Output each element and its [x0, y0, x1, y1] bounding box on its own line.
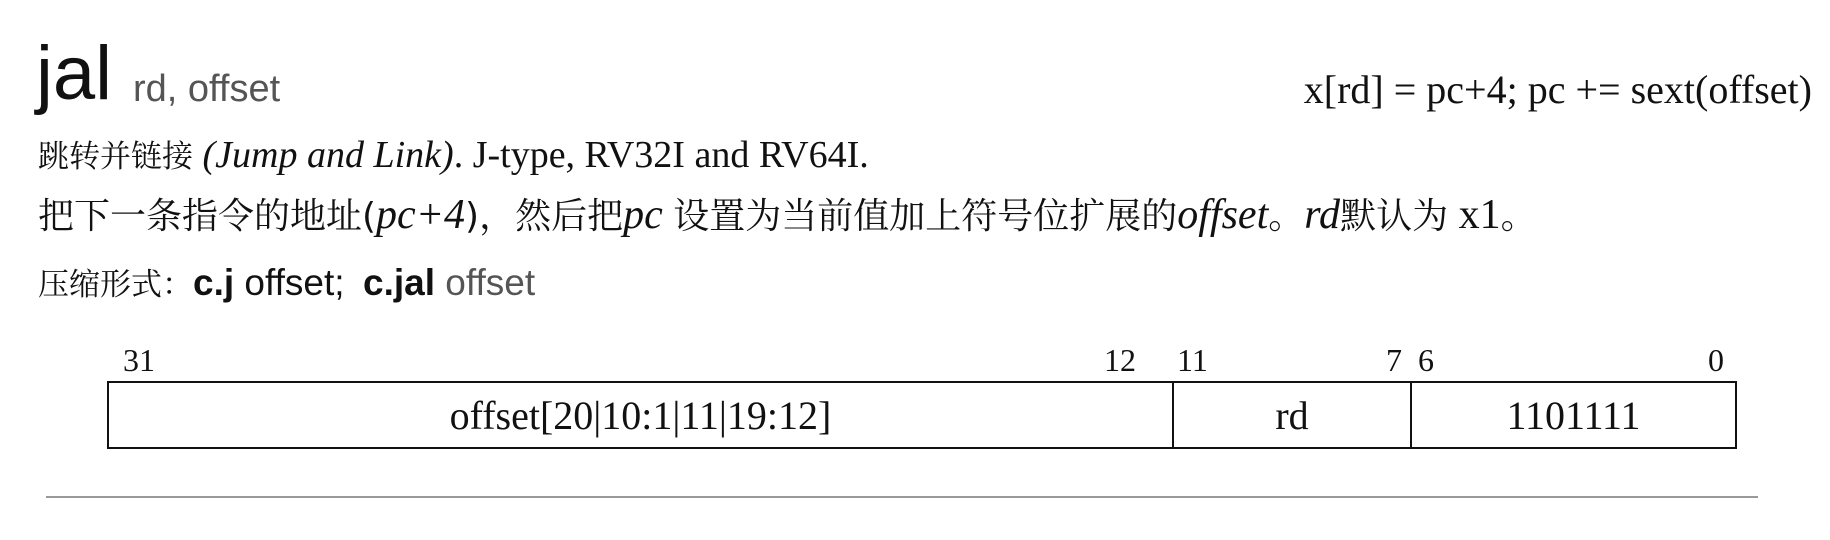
instruction-mnemonic: jal: [36, 31, 113, 116]
detail-offset: offset: [1177, 192, 1269, 238]
field-rd: rd: [1173, 382, 1411, 448]
detail-rd: rd: [1304, 192, 1341, 238]
bit-label-0: 0: [1708, 342, 1724, 378]
bit-label-12: 12: [1104, 342, 1136, 378]
field-offset: offset[20|10:1|11|19:12]: [108, 382, 1173, 448]
compressed-cj-operand: offset;: [234, 262, 345, 303]
instruction-description: [38, 136, 869, 174]
instruction-semantics: x[rd] = pc+4; pc += sext(offset): [1303, 67, 1812, 112]
instruction-operands: rd, offset: [133, 68, 281, 110]
bit-label-31: 31: [123, 342, 155, 378]
bit-label-6: 6: [1418, 342, 1434, 378]
encoding-row: [108, 382, 1736, 448]
compressed-label: 压缩形式：: [38, 267, 193, 303]
detail-pc: pc: [623, 192, 663, 238]
detail-text-6: 。: [1500, 196, 1537, 237]
detail-text-3: 设置为当前值加上符号位扩展的: [673, 196, 1178, 237]
section-divider: [46, 496, 1758, 498]
instruction-detail: [38, 194, 1537, 236]
compressed-forms: [38, 264, 535, 302]
detail-text-5: 默认为: [1340, 196, 1449, 237]
bit-label-11: 11: [1177, 342, 1208, 378]
detail-text-1: 把下一条指令的地址(: [38, 196, 377, 237]
title-chinese: 跳转并链接: [38, 139, 193, 175]
title-english: (Jump and Link): [202, 134, 454, 176]
type-info: . J-type, RV32I and RV64I.: [453, 134, 869, 176]
detail-text-4: 。: [1268, 196, 1305, 237]
bit-label-7: 7: [1386, 342, 1402, 378]
detail-x1: x1: [1458, 192, 1501, 238]
compressed-cjal-name: c.jal: [363, 262, 436, 303]
compressed-cj-name: c.j: [193, 262, 235, 303]
compressed-cjal-operand: offset: [435, 262, 536, 303]
field-opcode: 1101111: [1411, 382, 1736, 448]
detail-pc-plus-4: pc+4: [376, 192, 466, 238]
detail-text-2: )，然后把: [465, 196, 624, 237]
encoding-table: [107, 381, 1737, 449]
